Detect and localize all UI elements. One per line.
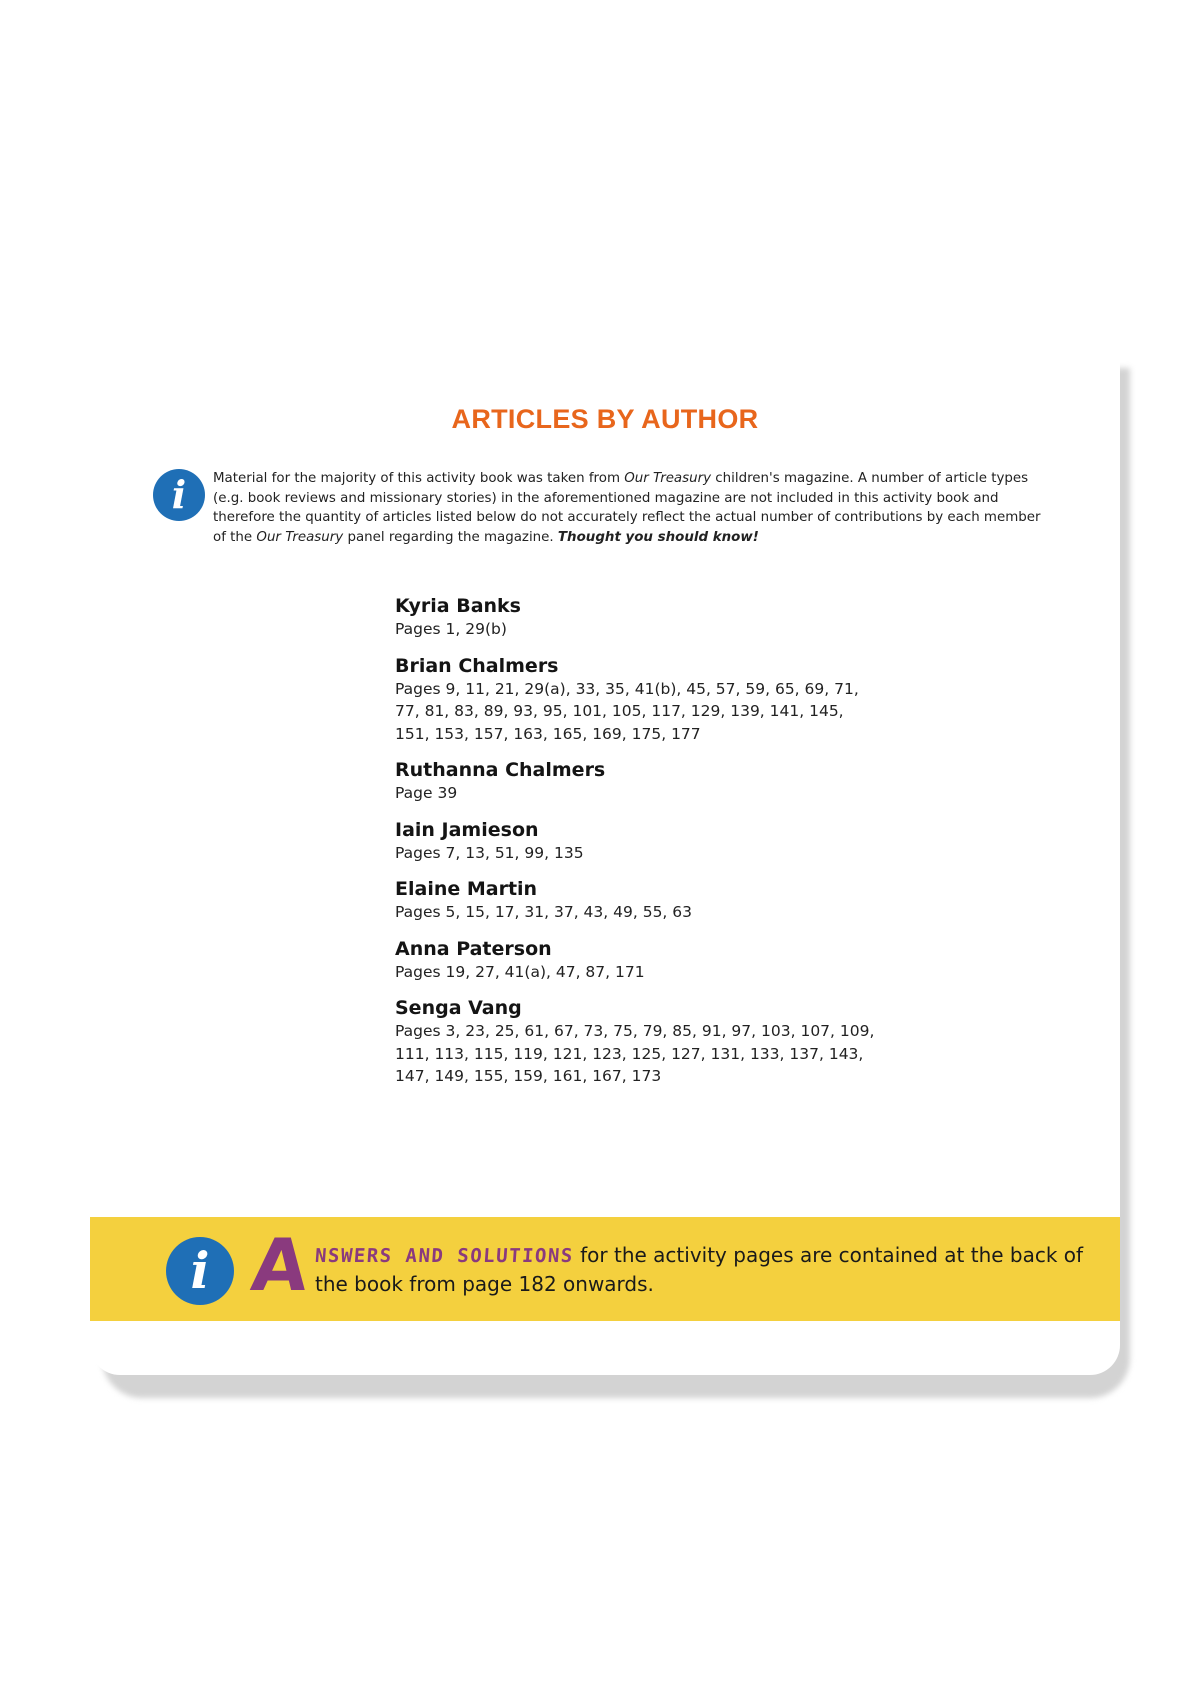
author-name: Kyria Banks [395, 595, 521, 617]
author-pages: Pages 1, 29(b) [395, 620, 507, 638]
author-name: Ruthanna Chalmers [395, 759, 606, 781]
page-card [90, 350, 1120, 1375]
author-list [395, 594, 875, 1101]
author-entry [395, 877, 875, 924]
author-pages: Pages 19, 27, 41(a), 47, 87, 171 [395, 962, 645, 981]
author-pages: Page 39 [395, 784, 458, 802]
author-name: Brian Chalmers [395, 654, 559, 677]
answers-banner [90, 1217, 1120, 1321]
note-italic-1: Our Treasury [624, 471, 712, 486]
author-pages: Pages 9, 11, 21, 29(a), 33, 35, 41(b), 45, 57, 59, 65, 69, 71, 77, 81, 83, 89, 93, 95, 101, 105, 117, 129, 139, 141, 145, 151, 153, 157, 163, 165, 169, 175, 177 [395, 679, 859, 743]
author-pages: Pages 5, 15, 17, 31, 37, 43, 49, 55, 63 [395, 903, 693, 921]
author-entry [395, 818, 875, 865]
author-entry [395, 996, 875, 1088]
note-text-3: panel regarding the magazine. [343, 529, 558, 545]
author-name: Elaine Martin [395, 878, 538, 900]
note-emphasis: Thought you should know! [557, 529, 759, 545]
info-icon: i [166, 1237, 234, 1305]
page-title: ARTICLES BY AUTHOR [451, 404, 759, 434]
author-entry [395, 937, 875, 984]
banner-body: for the activity pages are contained at the back of the book from page 182 onwards. [315, 1243, 1084, 1296]
banner-text [315, 1241, 1105, 1298]
author-entry [395, 654, 875, 746]
drop-cap: A [247, 1223, 313, 1307]
author-name: Anna Paterson [395, 937, 552, 960]
info-note [213, 469, 1043, 547]
note-text-2: children's magazine. A number of article types (e.g. book reviews and missionary stories) in the aforementioned magazine are not included in this activity book and therefore the quantity of articles listed below do not accurately reflect the actual number of contributions by each member of the [213, 471, 1041, 545]
author-name: Iain Jamieson [395, 818, 539, 841]
author-pages: Pages 7, 13, 51, 99, 135 [395, 843, 584, 862]
note-italic-2: Our Treasury [256, 529, 344, 545]
banner-handwritten: NSWERS AND SOLUTIONS [314, 1245, 575, 1267]
author-entry [395, 758, 875, 805]
author-entry [395, 594, 875, 641]
author-pages: Pages 3, 23, 25, 61, 67, 73, 75, 79, 85, 91, 97, 103, 107, 109, 111, 113, 115, 119, 121, 123, 125, 127, 131, 133, 137, 143, 147, 149, 155, 159, 161, 167, 173 [395, 1022, 875, 1085]
author-name: Senga Vang [395, 997, 522, 1019]
note-text-1: Material for the majority of this activity book was taken from [213, 471, 625, 486]
info-icon: i [153, 469, 205, 521]
